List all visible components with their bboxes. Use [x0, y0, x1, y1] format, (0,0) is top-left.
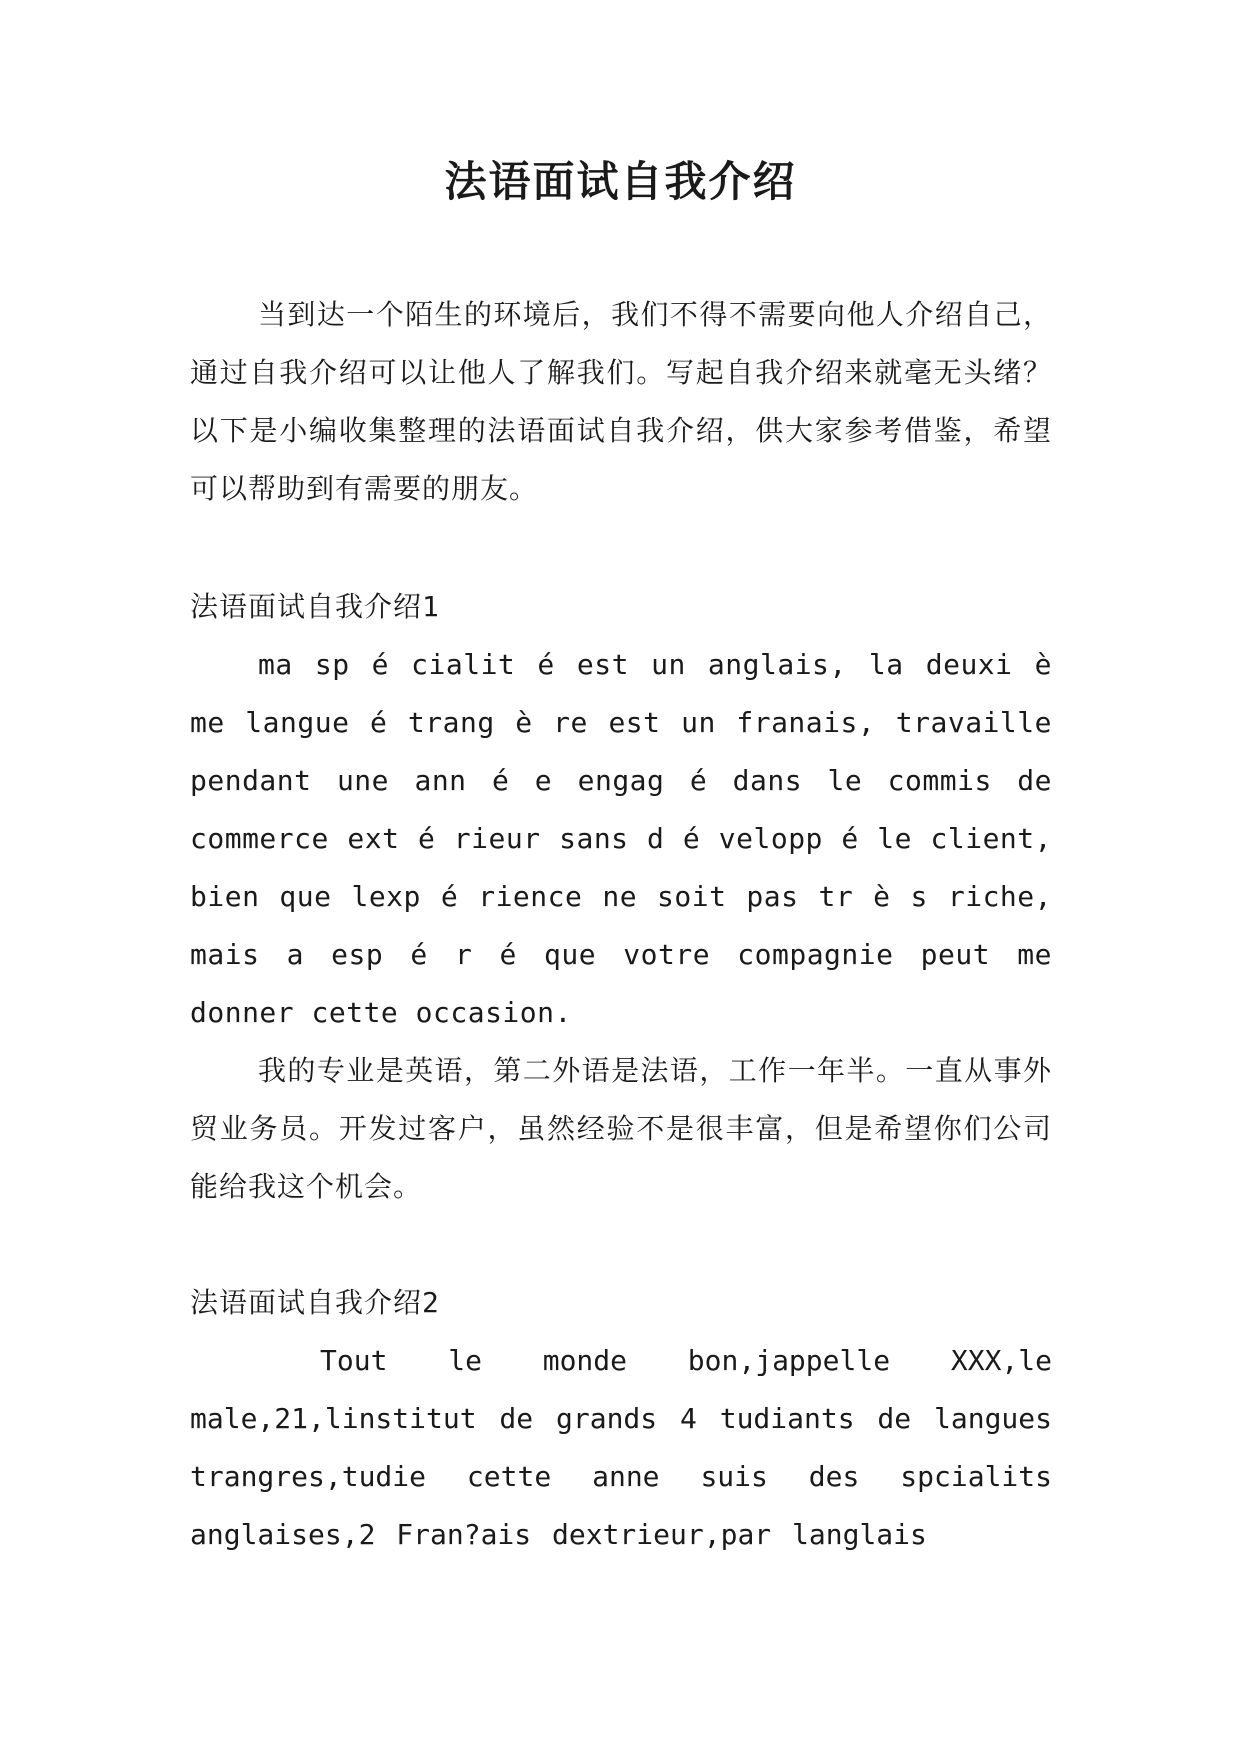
french-paragraph-1: ma sp é cialit é est un anglais, la deuxi è me langue é trang è re est un franais, travaille pendant une ann é e engag é dans le commis de commerce ext é rieur sans d é velopp é le client, bien que lexp é rience ne soit pas tr è s riche, mais a esp é r é que votre compagnie peut me donner cette occasion.: [190, 648, 1052, 1029]
chinese-paragraph-1: 我的专业是英语，第二外语是法语，工作一年半。一直从事外贸业务员。开发过客户，虽然经验不是很丰富，但是希望你们公司能给我这个机会。: [190, 1054, 1052, 1203]
section-heading-1: 法语面试自我介绍1: [190, 590, 440, 623]
section-heading-2: 法语面试自我介绍2: [190, 1286, 440, 1319]
intro-paragraph: 当到达一个陌生的环境后，我们不得不需要向他人介绍自己，通过自我介绍可以让他人了解我们。写起自我介绍来就毫无头绪？以下是小编收集整理的法语面试自我介绍，供大家参考借鉴，希望可以帮助到有需要的朋友。: [190, 298, 1052, 505]
document-title: 法语面试自我介绍: [444, 157, 797, 206]
french-paragraph-2: Tout le monde bon,jappelle XXX,le male,21,linstitut de grands 4 tudiants de langues trangres,tudie cette anne suis des spcialits anglaises,2 Fran?ais dextrieur,par langlais: [190, 1344, 1052, 1551]
